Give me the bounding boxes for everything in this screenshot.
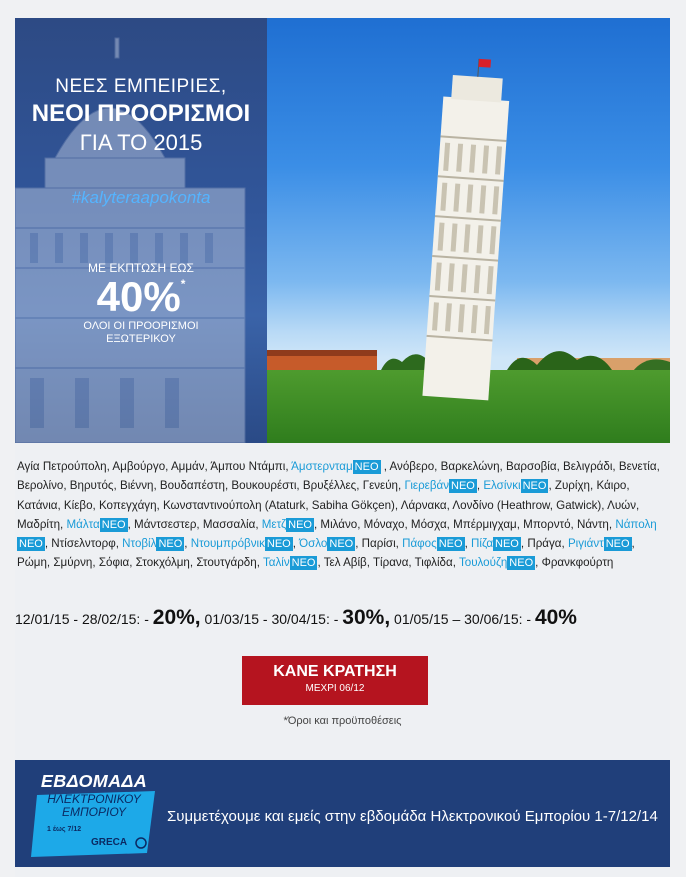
new-badge: ΝΕΟ: [605, 538, 630, 551]
destination-new-link[interactable]: Γιερεβάν: [404, 479, 450, 493]
hero-headline-3: ΓΙΑ ΤΟ 2015: [79, 130, 203, 155]
badge-line-1: ΗΛΕΚΤΡΟΝΙΚΟΥ: [47, 792, 141, 806]
destination-text: , Τελ Αβίβ, Τίρανα, Τιφλίδα,: [317, 556, 459, 570]
destination-new-link[interactable]: Πίζα: [471, 537, 494, 551]
discount-subtitle-2: ΕΞΩΤΕΡΙΚΟΥ: [106, 333, 176, 345]
destination-text: ,: [292, 537, 300, 551]
period-discount: 20%,: [152, 606, 201, 629]
new-badge: ΝΕΟ: [19, 538, 43, 551]
new-badge: ΝΕΟ: [522, 480, 547, 493]
destination-text: , Ρώμη, Σμύρνη, Σόφια, Στοκχόλμη, Στουτγάρδη,: [17, 537, 635, 570]
period-range: 01/05/15 – 30/06/15: -: [390, 611, 535, 627]
hero-banner[interactable]: [15, 18, 670, 443]
discount-asterisk: *: [180, 277, 186, 291]
period-range: 01/03/15 - 30/04/15: -: [200, 611, 343, 627]
period-discount: 40%: [534, 606, 577, 629]
discount-subtitle-1: ΟΛΟΙ ΟΙ ΠΡΟΟΡΙΣΜΟΙ: [83, 320, 199, 332]
destination-new-link[interactable]: Ντοβίλ: [122, 537, 157, 551]
ecommerce-week-footer[interactable]: [15, 760, 670, 867]
discount-label: ΜΕ ΕΚΠΤΩΣΗ ΕΩΣ: [88, 261, 194, 275]
destination-text: , Παρίσι,: [355, 537, 403, 551]
new-badge: ΝΕΟ: [288, 518, 312, 531]
badge-dates: 1 έως 7/12: [47, 826, 82, 833]
discount-percent: 40%: [96, 273, 181, 320]
destination-new-link[interactable]: Ταλίν: [262, 556, 290, 570]
destination-text: , Ζυρίχη, Κάιρο, Κατάνια, Κίεβο, Κοπεγχάγη, Κωνσταντινούπολη (Ataturk, Sabiha Gökçen), Λάρνακα, Λονδίνο (Heathrow, Gatwick), Λυών, Μαδρίτη,: [17, 479, 640, 531]
destination-text: ,: [476, 479, 484, 493]
hero-text-panel: [15, 18, 267, 443]
book-now-button[interactable]: [242, 656, 428, 705]
badge-line-2: ΕΜΠΟΡΙΟΥ: [61, 805, 127, 819]
book-now-label: ΚΑΝΕ ΚΡΑΤΗΣΗ: [273, 663, 397, 680]
terms-link[interactable]: *Όροι και προϋποθέσεις: [283, 715, 402, 727]
destination-text: ,: [184, 537, 191, 551]
destination-text: , Ανόβερο, Βαρκελώνη, Βαρσοβία, Βελιγράδι, Βενετία, Βερολίνο, Βηρυτός, Βιέννη, Βουδαπέστη, Βουκουρέστι, Βρυξέλλες, Γενεύη,: [17, 460, 660, 493]
leaning-tower-image: [400, 58, 510, 403]
destination-text: Αγία Πετρούπολη, Αμβούργο, Αμμάν, Άμπου Ντάμπι,: [17, 460, 292, 473]
badge-title: ΕΒΔΟΜΑΔΑ: [40, 771, 148, 791]
new-badge: ΝΕΟ: [101, 518, 126, 531]
destination-text: , Μάντσεστερ, Μασσαλία,: [127, 517, 262, 531]
new-badge: ΝΕΟ: [509, 557, 534, 570]
footer-message: Συμμετέχουμε και εμείς στην εβδομάδα Ηλεκτρονικού Εμπορίου 1-7/12/14: [167, 808, 658, 825]
hashtag: #kalyteraapokonta: [71, 188, 211, 207]
new-badge: ΝΕΟ: [291, 557, 316, 570]
destination-new-link[interactable]: Ελσίνκι: [483, 479, 521, 493]
destination-new-link[interactable]: Ντουμπρόβνικ: [190, 537, 265, 551]
destination-new-link[interactable]: Πάφος: [402, 537, 437, 551]
newsletter: [15, 18, 670, 877]
hero-headline-2: ΝΕΟΙ ΠΡΟΟΡΙΣΜΟΙ: [31, 100, 251, 127]
destination-text: , Μιλάνο, Μόναχο, Μόσχα, Μπέρμιγχαμ, Μπορντό, Νάντη,: [313, 517, 616, 531]
discount-periods: [15, 606, 670, 630]
badge-subtitle: [29, 793, 159, 819]
period-range: 12/01/15 - 28/02/15: -: [15, 611, 153, 627]
pisa-tower-photo: [267, 18, 670, 443]
hero-headline-1: ΝΕΕΣ ΕΜΠΕΙΡΙΕΣ,: [55, 76, 227, 97]
destination-new-link[interactable]: Όσλο: [299, 537, 328, 551]
destination-new-link[interactable]: Τουλούζη: [458, 556, 508, 570]
badge-brand: GRECA: [91, 837, 128, 848]
new-badge: ΝΕΟ: [266, 538, 291, 551]
discount-value: [15, 273, 267, 321]
period-discount: 30%,: [342, 606, 391, 629]
ecommerce-week-badge: [29, 771, 159, 858]
new-badge: ΝΕΟ: [354, 461, 379, 473]
destination-new-link[interactable]: Άμστερνταμ: [291, 460, 353, 473]
new-badge: ΝΕΟ: [158, 538, 183, 551]
destination-text: , Ντίσελντορφ,: [44, 537, 123, 551]
destination-new-link[interactable]: Μετζ: [261, 517, 287, 531]
destination-text: , Πράγα,: [520, 537, 568, 551]
new-badge: ΝΕΟ: [438, 538, 463, 551]
new-badge: ΝΕΟ: [495, 538, 519, 551]
new-badge: ΝΕΟ: [329, 538, 354, 551]
destination-new-link[interactable]: Ριγιάντ: [567, 537, 604, 551]
destination-text: , Φρανκφούρτη: [535, 556, 614, 570]
destination-new-link[interactable]: Νάπολη: [615, 517, 657, 531]
destinations-list: [17, 457, 669, 573]
new-badge: ΝΕΟ: [451, 480, 475, 493]
book-now-deadline: ΜΕΧΡΙ 06/12: [305, 683, 365, 694]
destination-new-link[interactable]: Μάλτα: [66, 517, 100, 531]
discount-subtitle: [15, 320, 267, 346]
destination-text: ,: [464, 537, 472, 551]
